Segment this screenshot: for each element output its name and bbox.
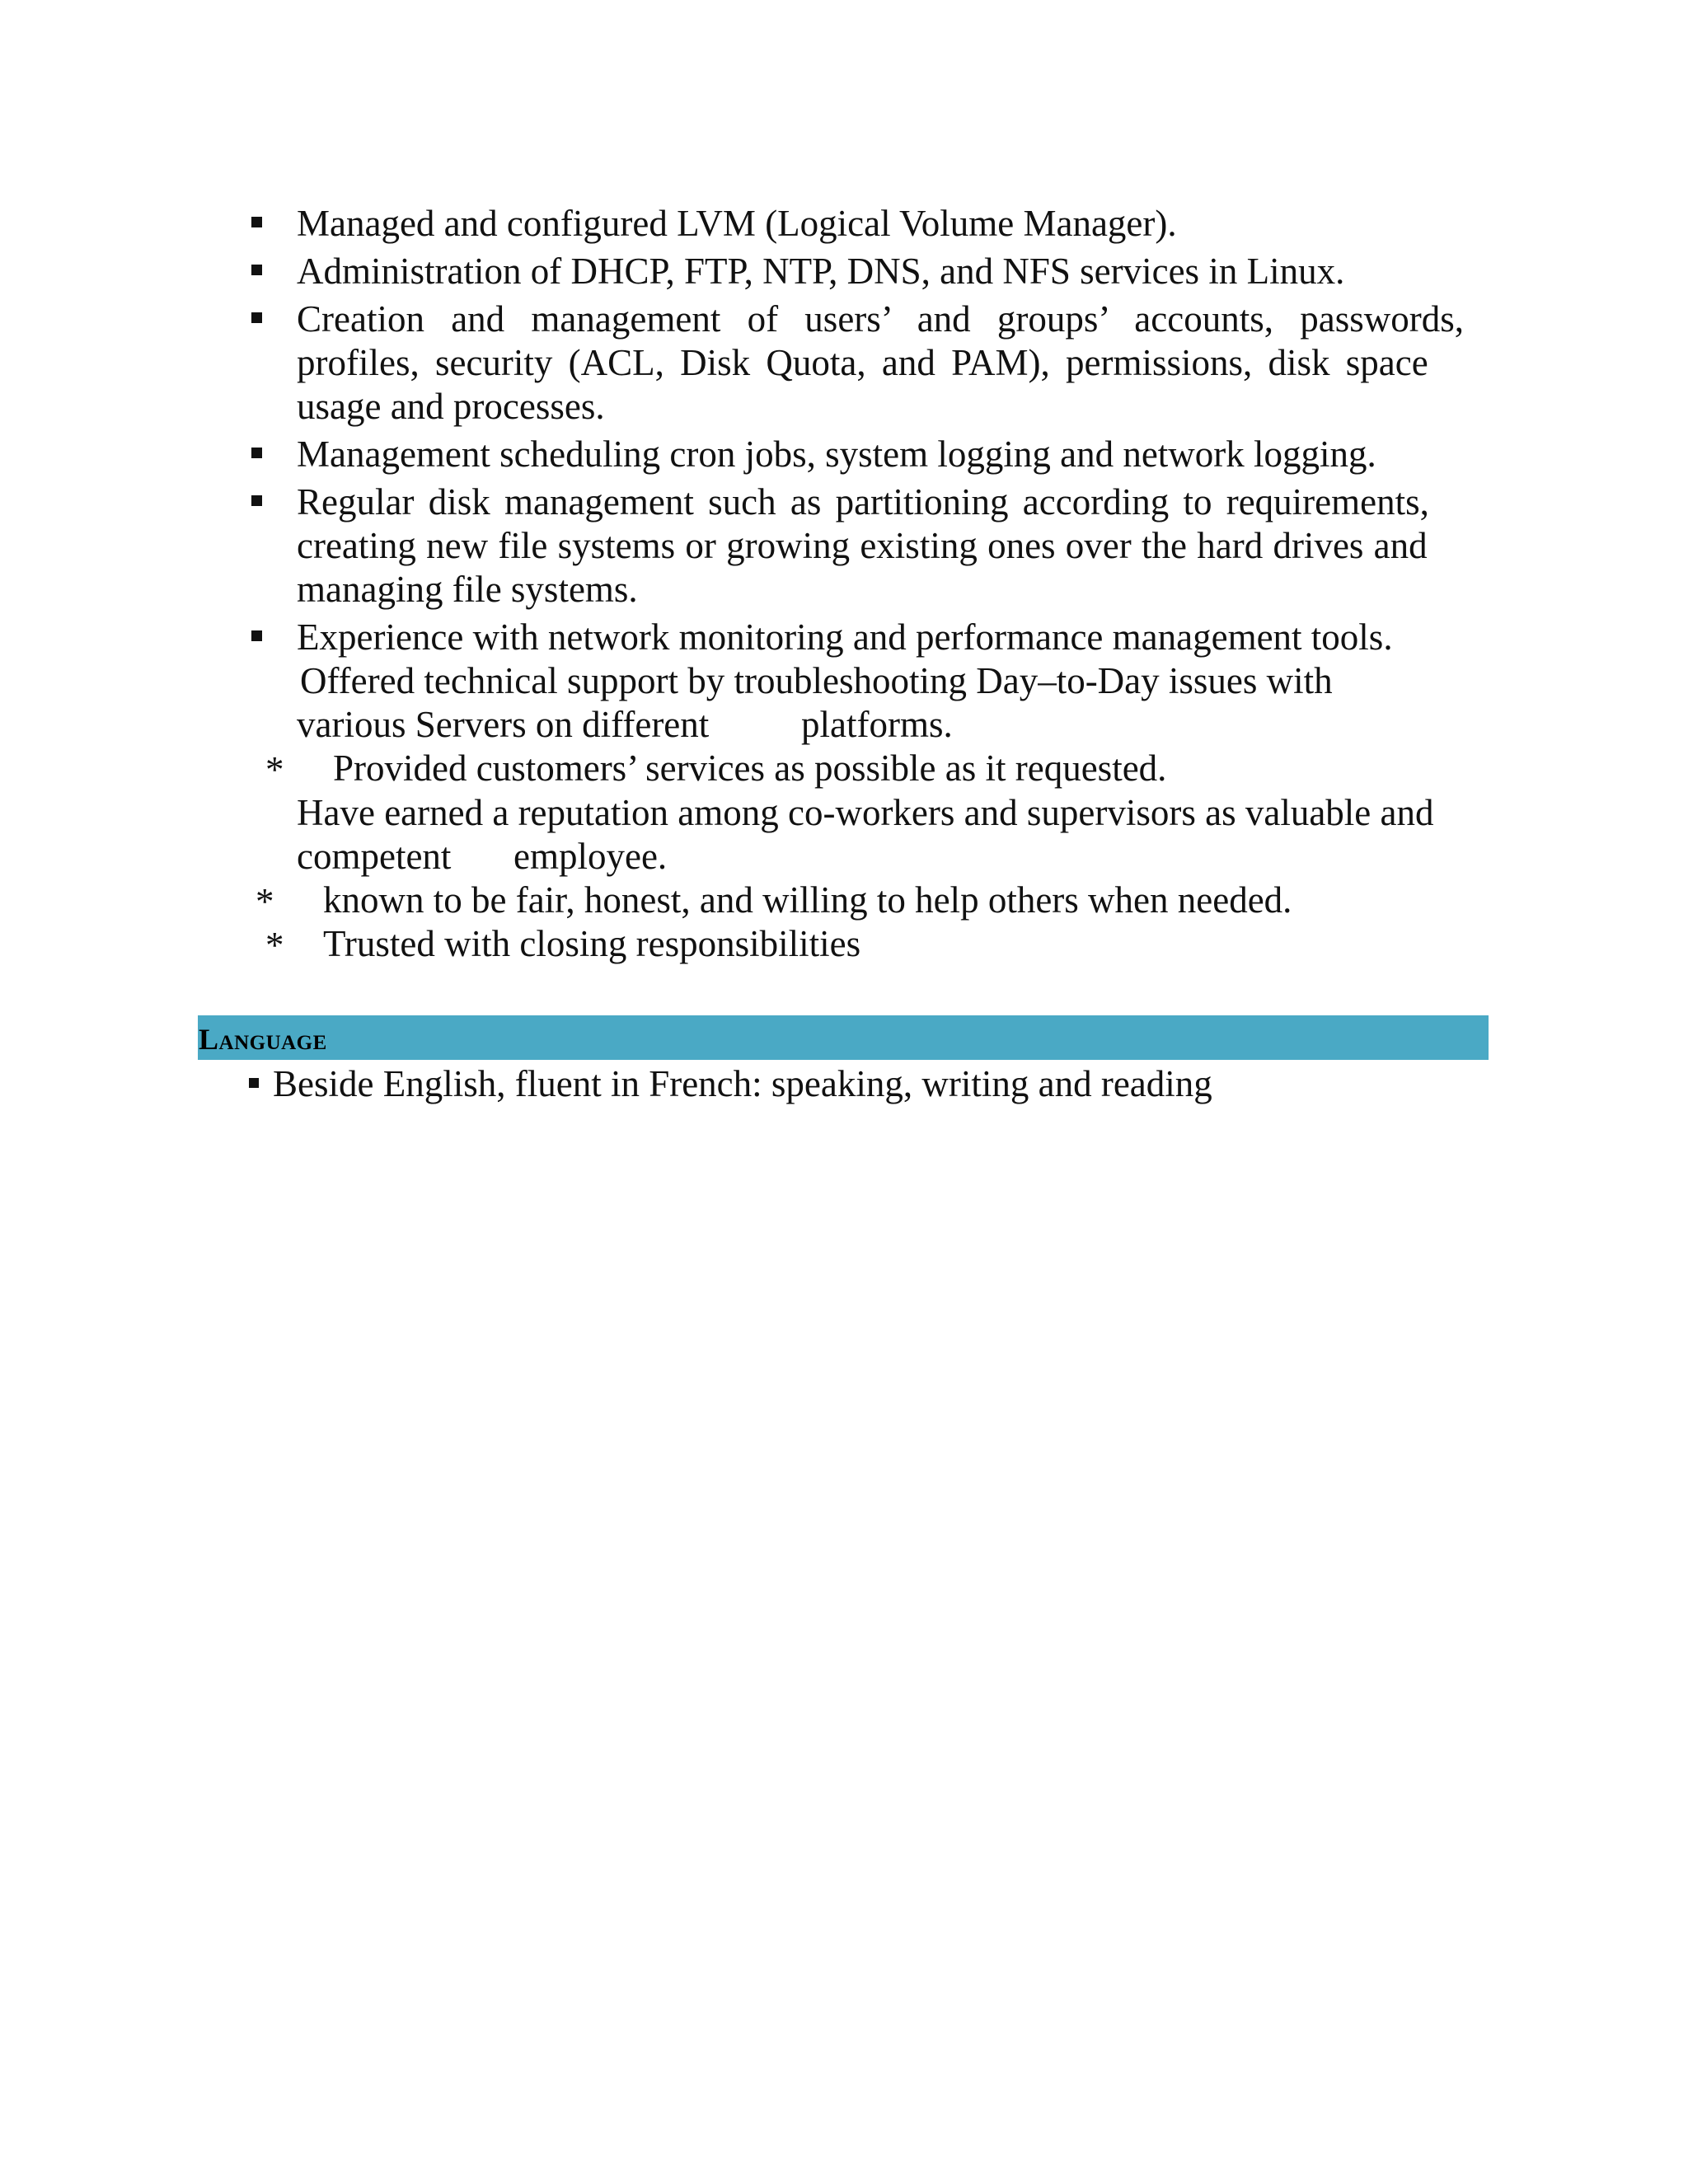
star-item-text: Provided customers’ services as possible as it requested. (333, 748, 1167, 789)
experience-bullet-text: Experience with network monitoring and performance management tools. (297, 616, 1393, 658)
support-line: various Servers on different (297, 704, 710, 745)
square-bullet-icon (251, 630, 262, 641)
square-bullet-icon (251, 217, 262, 227)
reputation-line: competent (297, 836, 452, 877)
square-bullet-icon (251, 265, 262, 275)
square-bullet-icon (251, 448, 262, 458)
star-item-text: Trusted with closing responsibilities (323, 923, 861, 964)
square-bullet-icon (249, 1078, 259, 1088)
experience-bullet-text: Regular disk management such as partitioning according to requirements, (297, 481, 1429, 523)
experience-bullet-text: usage and processes. (297, 386, 605, 427)
asterisk-bullet: * (256, 881, 274, 922)
experience-bullet-text: Administration of DHCP, FTP, NTP, DNS, and NFS services in Linux. (297, 251, 1345, 292)
square-bullet-icon (251, 495, 262, 506)
square-bullet-icon (251, 312, 262, 323)
language-item-text: Beside English, fluent in French: speaking, writing and reading (273, 1063, 1212, 1104)
reputation-line: Have earned a reputation among co-workers and supervisors as valuable and (297, 792, 1434, 833)
experience-bullet-text: Management scheduling cron jobs, system logging and network logging. (297, 434, 1376, 475)
experience-bullet-text: profiles, security (ACL, Disk Quota, and PAM), permissions, disk space (297, 342, 1428, 383)
experience-bullet-text: Creation and management of users’ and groups’ accounts, passwords, (297, 298, 1464, 340)
section-title-language: Language (199, 1023, 327, 1056)
section-header-bar (198, 1015, 1489, 1060)
experience-bullet-text: managing file systems. (297, 569, 638, 610)
support-line: platforms. (801, 704, 953, 745)
asterisk-bullet: * (265, 925, 284, 966)
asterisk-bullet: * (265, 749, 284, 790)
experience-bullet-text: Managed and configured LVM (Logical Volume Manager). (297, 203, 1177, 244)
support-line: Offered technical support by troubleshooting Day–to-Day issues with (300, 660, 1333, 701)
star-item-text: known to be fair, honest, and willing to help others when needed. (323, 879, 1292, 921)
reputation-line: employee. (513, 836, 668, 877)
experience-bullet-text: creating new file systems or growing existing ones over the hard drives and (297, 525, 1428, 566)
